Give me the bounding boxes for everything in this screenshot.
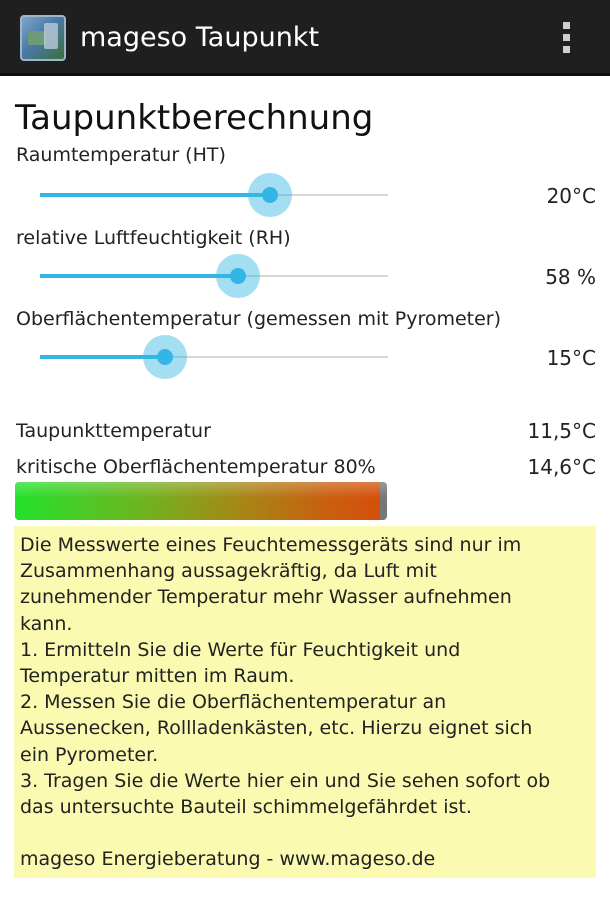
info-line: Die Messwerte eines Feuchtemessgeräts sind nur im (20, 534, 522, 556)
info-line: Temperatur mitten im Raum. (20, 664, 295, 687)
room-temperature-label: Raumtemperatur (HT) (16, 144, 226, 166)
surface-temperature-value: 15°C (546, 346, 596, 370)
relative-humidity-value: 58 % (545, 265, 596, 289)
app-title: mageso Taupunkt (80, 22, 320, 53)
surface-temperature-slider[interactable] (40, 335, 388, 379)
info-line: kann. (20, 612, 73, 635)
dew-point-label: Taupunkttemperatur (16, 420, 211, 442)
critical-surface-temperature-value: 14,6°C (527, 455, 596, 479)
info-line: 2. Messen Sie die Oberflächentemperatur an (20, 691, 447, 714)
info-line (20, 820, 590, 846)
critical-surface-temperature-label: kritische Oberflächentemperatur 80% (16, 456, 376, 478)
room-temperature-value: 20°C (546, 184, 596, 208)
surface-temperature-label: Oberflächentemperatur (gemessen mit Pyrometer) (16, 308, 502, 330)
page-title: Taupunktberechnung (15, 98, 374, 138)
app-logo-icon[interactable] (20, 15, 66, 61)
info-line: das untersuchte Bauteil schimmelgefährdet ist. (20, 795, 472, 818)
info-line: 3. Tragen Sie die Werte hier ein und Sie sehen sofort ob (20, 769, 551, 792)
overflow-menu-icon[interactable] (558, 20, 578, 56)
info-line: ein Pyrometer. (20, 743, 159, 766)
dew-point-value: 11,5°C (527, 419, 596, 443)
info-line: Zusammenhang aussagekräftig, da Luft mit (20, 560, 437, 583)
slider-fill (40, 193, 270, 197)
relative-humidity-label: relative Luftfeuchtigkeit (RH) (16, 227, 291, 249)
relative-humidity-slider[interactable] (40, 254, 388, 298)
info-line: Aussenecken, Rollladenkästen, etc. Hierzu eignet sich (20, 717, 533, 740)
slider-fill (40, 274, 238, 278)
info-footer: mageso Energieberatung - www.mageso.de (20, 848, 436, 871)
mold-risk-bar (15, 482, 387, 520)
slider-thumb[interactable] (262, 187, 278, 203)
info-line: zunehmender Temperatur mehr Wasser aufnehmen (20, 586, 512, 609)
room-temperature-slider[interactable] (40, 173, 388, 217)
action-bar (0, 0, 610, 76)
info-panel (14, 526, 596, 878)
info-line: 1. Ermitteln Sie die Werte für Feuchtigkeit und (20, 638, 461, 661)
